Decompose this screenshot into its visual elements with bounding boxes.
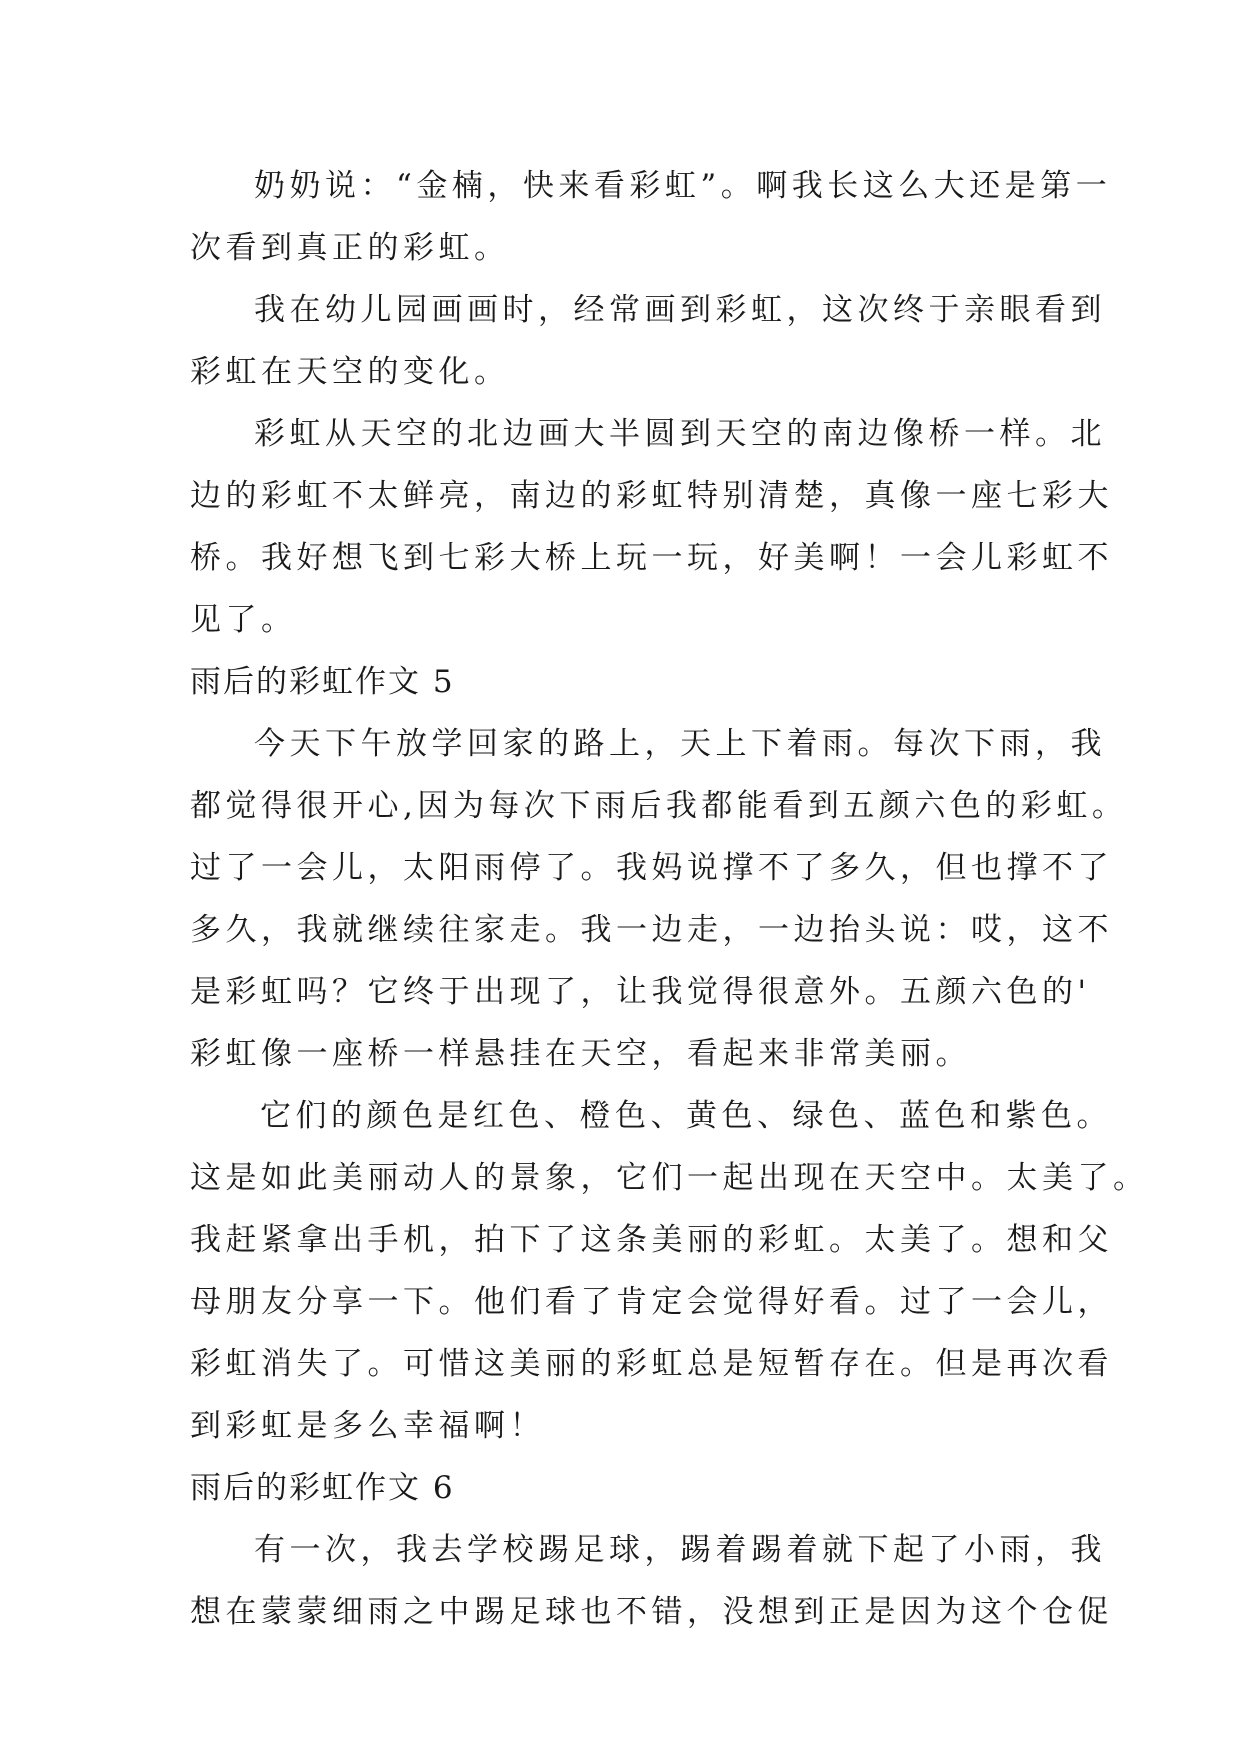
paragraph-line: 都觉得很开心,因为每次下雨后我都能看到五颜六色的彩虹。 <box>190 788 1128 824</box>
paragraph-line: 母朋友分享一下。他们看了肯定会觉得好看。过了一会儿， <box>190 1284 1113 1320</box>
section-heading: 雨后的彩虹作文 6 <box>190 1470 455 1506</box>
paragraph-line: 多久，我就继续往家走。我一边走，一边抬头说：哎，这不 <box>190 912 1113 948</box>
paragraph-line: 今天下午放学回家的路上，天上下着雨。每次下雨，我 <box>254 726 1106 762</box>
section-heading: 雨后的彩虹作文 5 <box>190 664 455 700</box>
paragraph-line: 彩虹在天空的变化。 <box>190 354 510 390</box>
paragraph-line: 想在蒙蒙细雨之中踢足球也不错，没想到正是因为这个仓促 <box>190 1594 1113 1630</box>
paragraph-line: 彩虹消失了。可惜这美丽的彩虹总是短暂存在。但是再次看 <box>190 1346 1113 1382</box>
document-body <box>190 155 1149 1643</box>
paragraph-line: 边的彩虹不太鲜亮，南边的彩虹特别清楚，真像一座七彩大 <box>190 478 1113 514</box>
paragraph-line: 桥。我好想飞到七彩大桥上玩一玩，好美啊！一会儿彩虹不 <box>190 540 1113 576</box>
paragraph-line: 彩虹像一座桥一样悬挂在天空，看起来非常美丽。 <box>190 1036 971 1072</box>
paragraph-line: 我赶紧拿出手机，拍下了这条美丽的彩虹。太美了。想和父 <box>190 1222 1113 1258</box>
paragraph-line: 过了一会儿，太阳雨停了。我妈说撑不了多久，但也撑不了 <box>190 850 1113 886</box>
paragraph-line: 我在幼儿园画画时，经常画到彩虹，这次终于亲眼看到 <box>254 292 1106 328</box>
paragraph-line: 这是如此美丽动人的景象，它们一起出现在天空中。太美了。 <box>190 1160 1149 1196</box>
paragraph-line: 有一次，我去学校踢足球，踢着踢着就下起了小雨，我 <box>254 1532 1106 1568</box>
paragraph-line: 它们的颜色是红色、橙色、黄色、绿色、蓝色和紫色。 <box>260 1098 1112 1134</box>
paragraph-line: 彩虹从天空的北边画大半圆到天空的南边像桥一样。北 <box>254 416 1106 452</box>
paragraph-line: 奶奶说：“金楠，快来看彩虹”。啊我长这么大还是第一 <box>254 168 1112 204</box>
paragraph-line: 到彩虹是多么幸福啊！ <box>190 1408 545 1444</box>
paragraph-line: 次看到真正的彩虹。 <box>190 230 510 266</box>
paragraph-line: 是彩虹吗？它终于出现了，让我觉得很意外。五颜六色的' <box>190 974 1091 1010</box>
paragraph-line: 见了。 <box>190 602 297 638</box>
